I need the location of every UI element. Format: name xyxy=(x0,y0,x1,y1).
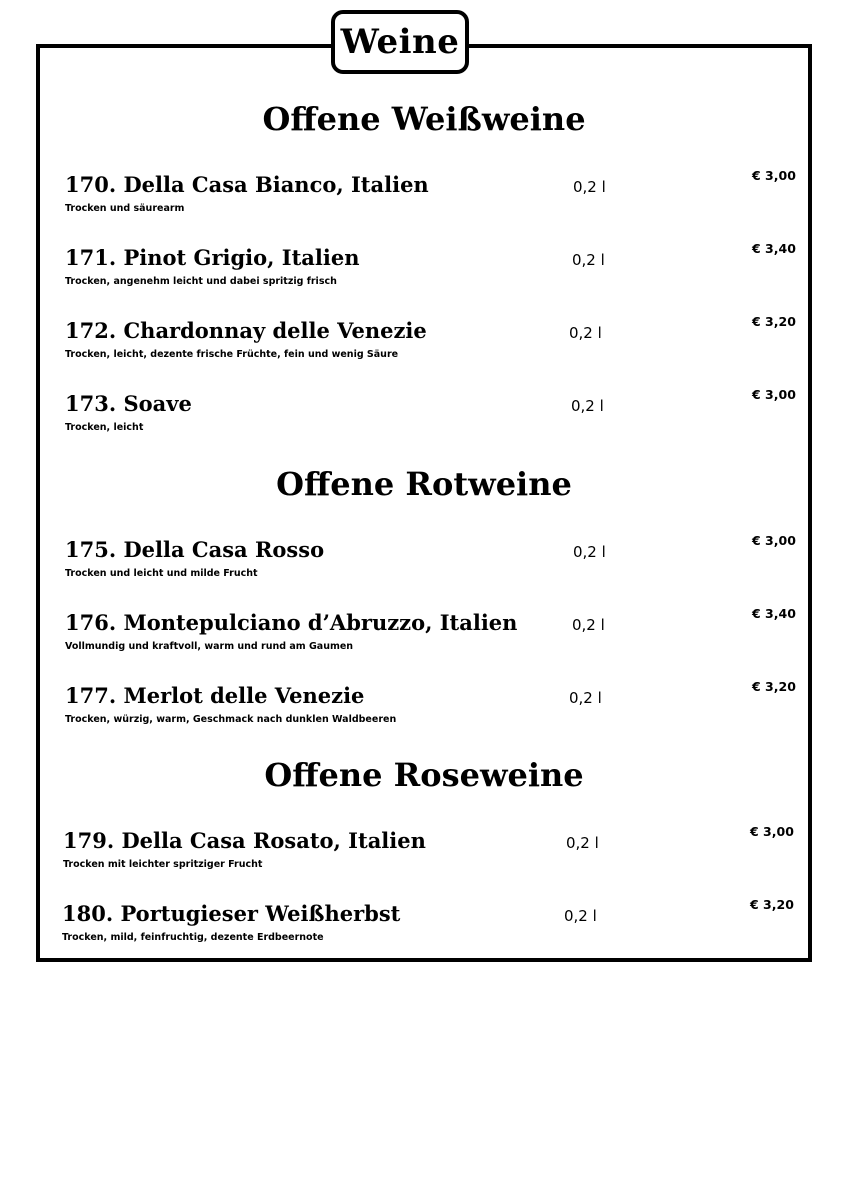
item-name: 170. Della Casa Bianco, Italien xyxy=(65,172,429,197)
item-volume: 0,2 l xyxy=(564,907,597,925)
item-name: 171. Pinot Grigio, Italien xyxy=(65,245,360,270)
item-name: 179. Della Casa Rosato, Italien xyxy=(63,828,426,853)
item-price: € 3,20 xyxy=(752,314,796,329)
menu-title: Weine xyxy=(340,22,460,62)
item-description: Vollmundig und kraftvoll, warm und rund am Gaumen xyxy=(65,641,354,652)
item-name: 172. Chardonnay delle Venezie xyxy=(65,318,427,343)
item-volume: 0,2 l xyxy=(569,689,602,707)
menu-item xyxy=(0,533,848,597)
menu-item xyxy=(0,314,848,378)
item-description: Trocken und leicht und milde Frucht xyxy=(65,568,258,579)
item-price: € 3,40 xyxy=(752,606,796,621)
menu-item xyxy=(0,387,848,451)
item-description: Trocken und säurearm xyxy=(65,203,185,214)
item-description: Trocken, mild, feinfruchtig, dezente Erdbeernote xyxy=(62,932,324,943)
item-name: 173. Soave xyxy=(65,391,192,416)
menu-item xyxy=(0,168,848,232)
item-price: € 3,40 xyxy=(752,241,796,256)
item-description: Trocken, leicht xyxy=(65,422,144,433)
item-description: Trocken, würzig, warm, Geschmack nach dunklen Waldbeeren xyxy=(65,714,397,725)
menu-item xyxy=(0,824,848,888)
menu-item xyxy=(0,679,848,743)
item-price: € 3,00 xyxy=(752,533,796,548)
item-name: 180. Portugieser Weißherbst xyxy=(62,901,401,926)
item-price: € 3,00 xyxy=(750,824,794,839)
section-title-white-wines: Offene Weißweine xyxy=(262,100,586,138)
item-volume: 0,2 l xyxy=(573,178,606,196)
item-volume: 0,2 l xyxy=(571,397,604,415)
item-price: € 3,00 xyxy=(752,387,796,402)
item-name: 176. Montepulciano d’Abruzzo, Italien xyxy=(65,610,518,635)
item-volume: 0,2 l xyxy=(572,251,605,269)
item-description: Trocken, angenehm leicht und dabei spritzig frisch xyxy=(65,276,337,287)
item-volume: 0,2 l xyxy=(569,324,602,342)
menu-item xyxy=(0,897,848,961)
section-title-rose-wines: Offene Roseweine xyxy=(264,756,584,794)
item-price: € 3,00 xyxy=(752,168,796,183)
item-price: € 3,20 xyxy=(752,679,796,694)
item-description: Trocken mit leichter spritziger Frucht xyxy=(63,859,263,870)
item-price: € 3,20 xyxy=(750,897,794,912)
menu-title-tab xyxy=(331,10,469,74)
item-volume: 0,2 l xyxy=(566,834,599,852)
item-name: 177. Merlot delle Venezie xyxy=(65,683,365,708)
section-title-red-wines: Offene Rotweine xyxy=(276,465,572,503)
menu-item xyxy=(0,606,848,670)
menu-item xyxy=(0,241,848,305)
item-volume: 0,2 l xyxy=(573,543,606,561)
item-description: Trocken, leicht, dezente frische Früchte, fein und wenig Säure xyxy=(65,349,399,360)
item-name: 175. Della Casa Rosso xyxy=(65,537,325,562)
item-volume: 0,2 l xyxy=(572,616,605,634)
